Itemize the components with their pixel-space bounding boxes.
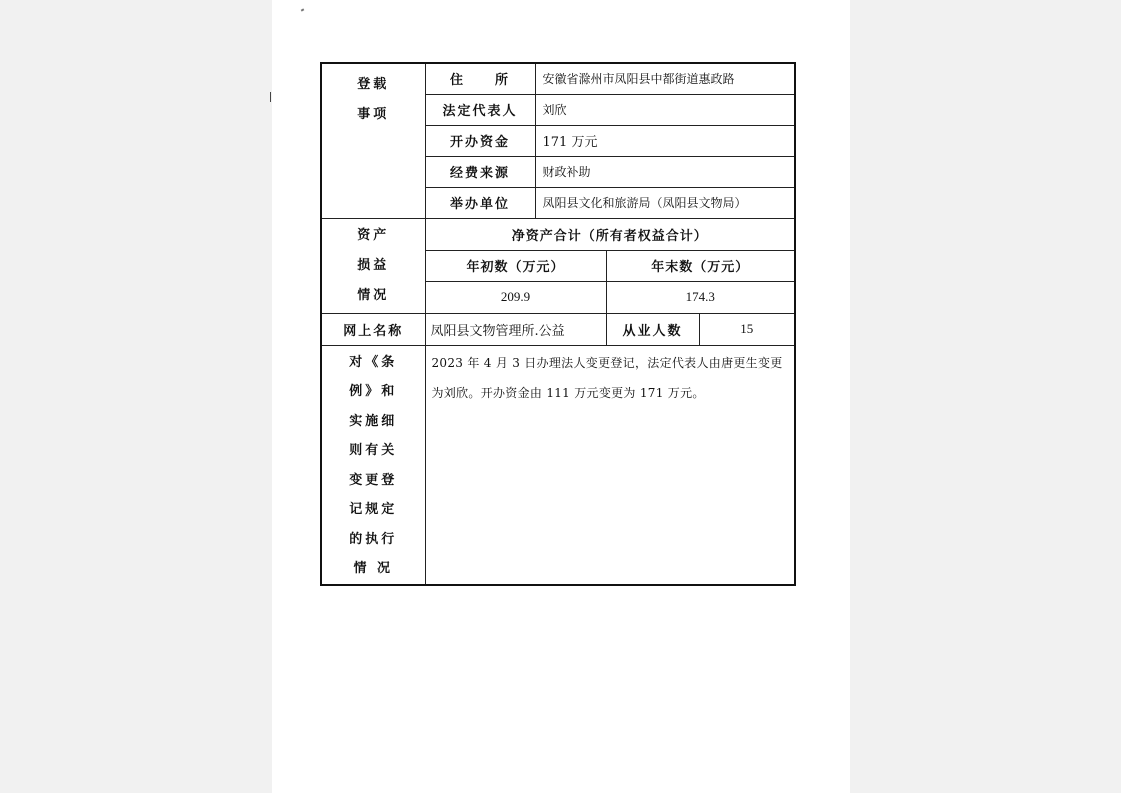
registration-label-line2: 事项 <box>357 107 390 122</box>
regulation-label-line7: 的执行 <box>349 531 398 547</box>
registration-section-label <box>321 63 425 218</box>
regulation-label-line3: 实施细 <box>349 413 398 429</box>
staff-count-value: 15 <box>699 313 795 345</box>
begin-year-value: 209.9 <box>425 281 606 313</box>
address-label: 住 所 <box>425 63 535 94</box>
online-name-label: 网上名称 <box>321 313 425 345</box>
scan-mark <box>270 92 271 102</box>
regulation-label-line6: 记规定 <box>349 502 398 517</box>
assets-section-label <box>321 218 425 313</box>
begin-year-label: 年初数（万元） <box>425 250 606 281</box>
regulation-section-label <box>321 345 425 585</box>
funding-source-value: 财政补助 <box>535 156 795 187</box>
legal-rep-label: 法定代表人 <box>425 94 535 125</box>
net-assets-header: 净资产合计（所有者权益合计） <box>425 218 795 250</box>
address-value: 安徽省滁州市凤阳县中都街道惠政路 <box>535 63 795 94</box>
funding-source-label: 经费来源 <box>425 156 535 187</box>
staff-count-label: 从业人数 <box>606 313 699 345</box>
legal-rep-value: 刘欣 <box>535 94 795 125</box>
regulation-label-line1: 对《条 <box>349 354 398 370</box>
regulation-execution-text: 2023 年 4 月 3 日办理法人变更登记，法定代表人由唐更生变更为刘欣。开办资金由 111 万元变更为 171 万元。 <box>425 345 795 585</box>
sponsor-label: 举办单位 <box>425 187 535 218</box>
assets-label-line3: 情况 <box>357 287 390 303</box>
funds-value: 171 万元 <box>535 125 795 156</box>
sponsor-value: 凤阳县文化和旅游局（凤阳县文物局） <box>535 187 795 218</box>
regulation-label-line5: 变更登 <box>349 472 398 488</box>
online-name-value: 凤阳县文物管理所.公益 <box>425 313 606 345</box>
end-year-label: 年末数（万元） <box>606 250 795 281</box>
assets-label-line1: 资产 <box>357 227 390 243</box>
regulation-label-line8: 情 况 <box>353 561 394 576</box>
registration-form-table <box>320 62 796 586</box>
end-year-value: 174.3 <box>606 281 795 313</box>
regulation-label-line2: 例》和 <box>349 384 398 399</box>
assets-label-line2: 损益 <box>357 257 390 273</box>
regulation-label-line4: 则有关 <box>349 443 398 458</box>
funds-label: 开办资金 <box>425 125 535 156</box>
registration-label-line1: 登载 <box>357 77 390 92</box>
